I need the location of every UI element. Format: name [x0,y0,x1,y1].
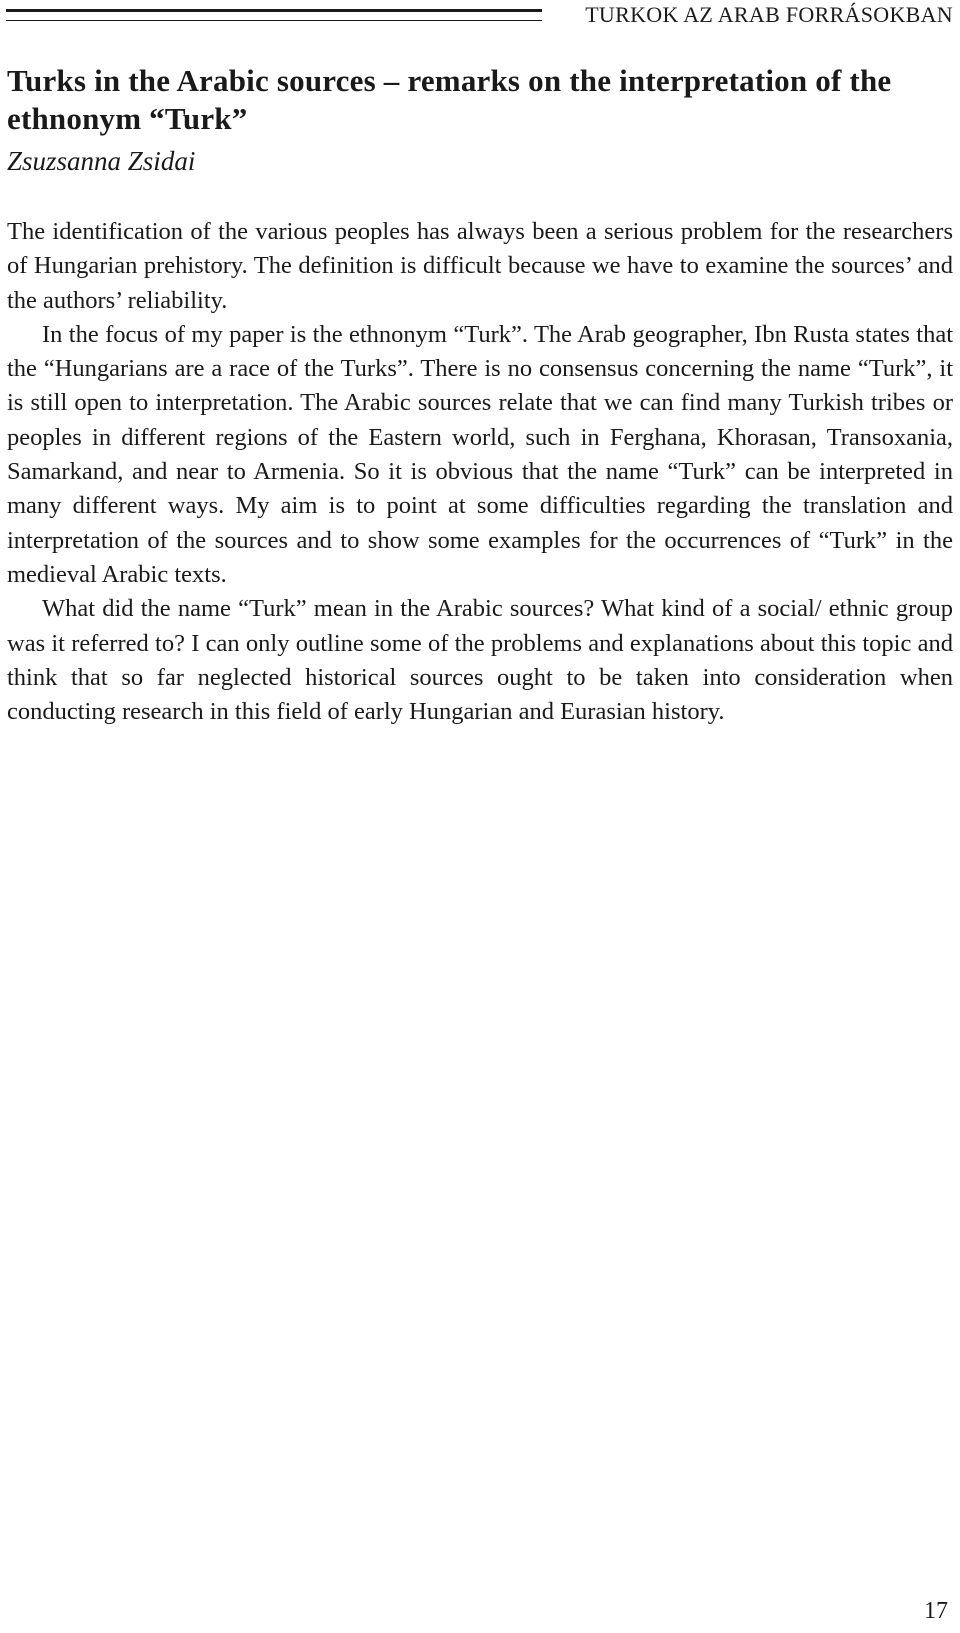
paragraph: What did the name “Turk” mean in the Arabic sources? What kind of a social/ ethnic group was it referred to? I can only outline some of the problems and explanations about this topic and think that so far neglected historical sources ought to be taken into consideration when conducting research in this field of early Hungarian and Eurasian history. [7,595,953,726]
page-number: 17 [924,1598,948,1624]
running-head-title: TURKOK AZ ARAB FORRÁSOKBAN [585,2,953,27]
paragraph: The identification of the various peoples has always been a serious problem for the researchers of Hungarian prehistory. The definition is difficult because we have to examine the sources’ and the authors’ reliability. [7,218,953,314]
article-author: Zsuzsanna Zsidai [7,146,196,176]
abstract-body [7,215,953,729]
header-double-rule [6,9,542,21]
article-title: Turks in the Arabic sources – remarks on the interpretation of the ethnonym “Turk” [7,63,892,136]
paragraph: In the focus of my paper is the ethnonym “Turk”. The Arab geographer, Ibn Rusta states that the “Hungarians are a race of the Turks”. There is no consensus concerning the name “Turk”, it is still open to interpretation. The Arabic sources relate that we can find many Turkish tribes or peoples in different regions of the Eastern world, such in Ferghana, Khorasan, Transoxania, Samarkand, and near to Armenia. So it is obvious that the name “Turk” can be interpreted in many different ways. My aim is to point at some difficulties regarding the translation and interpretation of the sources and to show some examples for the occurrences of “Turk” in the medieval Arabic texts. [7,320,953,588]
running-head [0,2,960,32]
